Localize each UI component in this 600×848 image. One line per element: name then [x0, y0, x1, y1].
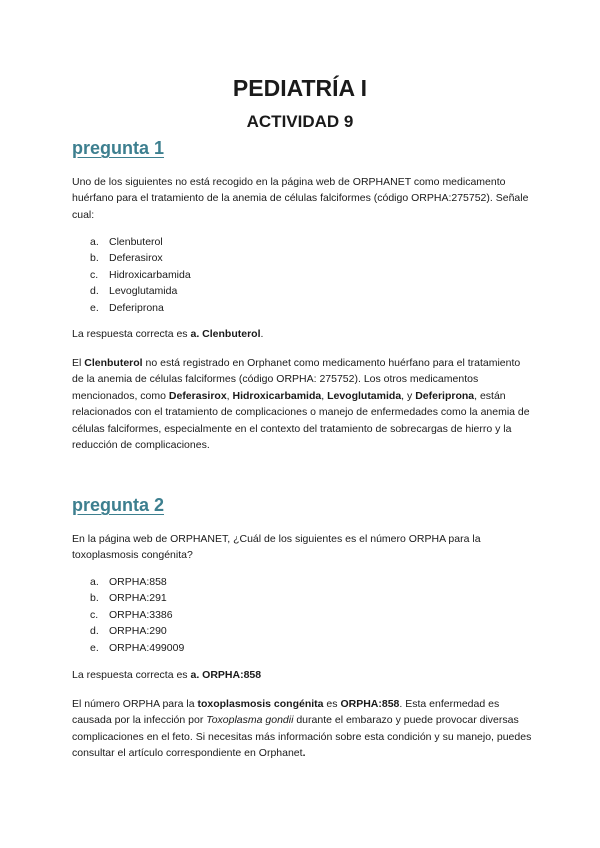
question-2-heading: pregunta 2 — [72, 495, 165, 515]
question-1-text: Uno de los siguientes no está recogido en la página web de ORPHANET como medicamento huérfano para el tratamiento de la anemia de células falciformes (código ORPHA:275752). Señale cual: — [72, 176, 529, 221]
option-item: b. ORPHA:291 — [90, 592, 167, 605]
option-item: e. ORPHA:499009 — [90, 641, 185, 654]
question-1-answer: La respuesta correcta es a. Clenbuterol. — [72, 328, 264, 340]
option-item: b. Deferasirox — [90, 252, 163, 265]
document-title: PEDIATRÍA I — [232, 75, 368, 101]
question-2-answer: La respuesta correcta es a. ORPHA:858 — [72, 669, 262, 681]
question-2-text: En la página web de ORPHANET, ¿Cuál de los siguientes es el número ORPHA para la toxoplasmosis congénita? — [72, 533, 481, 562]
option-item: a. ORPHA:858 — [90, 576, 167, 588]
question-2-options — [90, 574, 184, 656]
option-item: c. Hidroxicarbamida — [90, 268, 191, 281]
option-item: a. Clenbuterol — [90, 236, 163, 248]
option-item: d. Levoglutamida — [90, 285, 178, 298]
option-item: c. ORPHA:3386 — [90, 608, 173, 621]
document-subtitle: ACTIVIDAD 9 — [246, 112, 354, 131]
question-2-explanation: El número ORPHA para la toxoplasmosis congénita es ORPHA:858. Esta enfermedad es causada por la infección por Toxoplasma gondii durante el embarazo y puede provocar diversas complicaciones en el feto. Si necesitas más información sobre esta condición y su manejo, puedes consultar el artículo correspondiente en Orphanet. — [72, 698, 532, 760]
question-1-explanation: El Clenbuterol no está registrado en Orphanet como medicamento huérfano para el tratamiento de la anemia de células falciformes (código ORPHA: 275752). Los otros medicamentos mencionados, como Deferasirox, Hidroxicarbamida, Levoglutamida, y Deferiprona, están relacionados con el tratamiento de complicaciones o manejo de enfermedades como la anemia de células falciformes, especialmente en el contexto del tratamiento de sobrecargas de hierro y la reducción de complicaciones. — [72, 357, 530, 452]
option-item: d. ORPHA:290 — [90, 625, 167, 638]
question-1-options — [90, 234, 191, 316]
option-item: e. Deferiprona — [90, 301, 164, 314]
question-1-heading: pregunta 1 — [72, 138, 165, 158]
